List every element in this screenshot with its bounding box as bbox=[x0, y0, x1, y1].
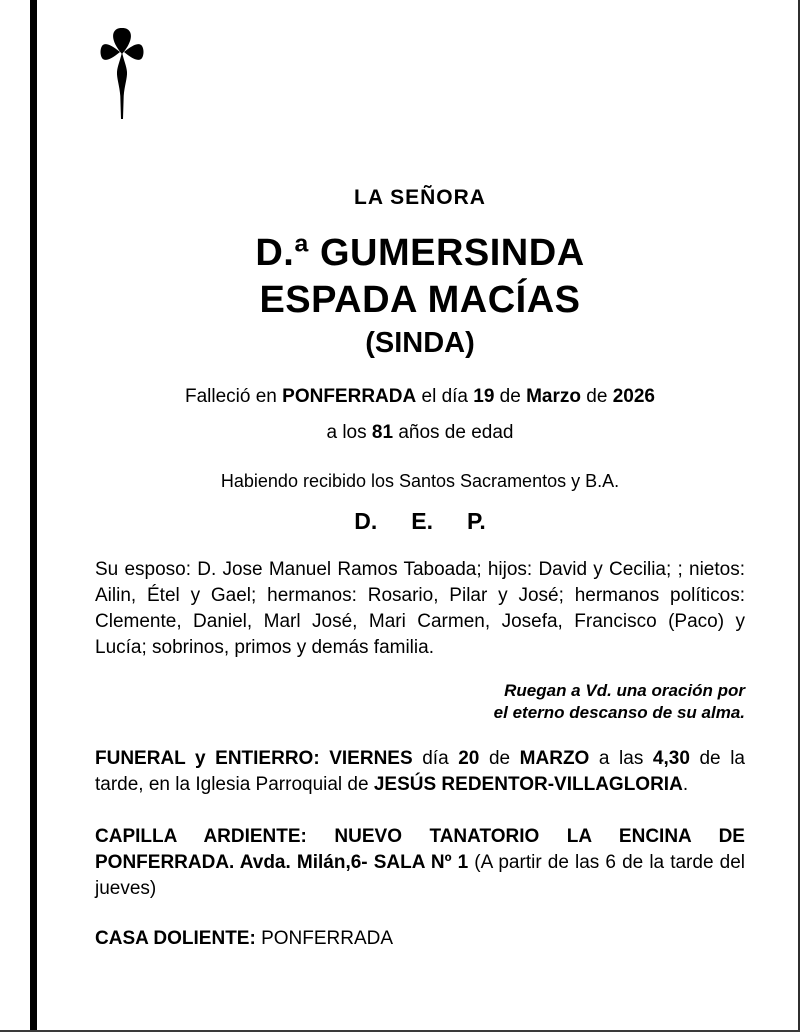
dep-letter-e: E. bbox=[411, 508, 433, 535]
notice-content bbox=[95, 0, 745, 950]
memorial-cross-icon bbox=[99, 28, 145, 120]
left-border-bar bbox=[30, 0, 37, 1032]
prayer-line1: Ruegan a Vd. una oración por bbox=[504, 681, 745, 701]
family-paragraph: Su esposo: D. Jose Manuel Ramos Taboada; hijos: David y Cecilia; ; nietos: Ailin, Étel y Gael; hermanos: Rosario, Pilar y José; hermanos políticos: Clemente, Daniel, Marl José, Mari Carmen, Josefa, Francisco (Paco) y Lucía; sobrinos, primos y demás familia. bbox=[95, 559, 745, 659]
death-place-date-line: Falleció en PONFERRADA el día 19 de Marzo de 2026 bbox=[184, 386, 655, 408]
dep-letter-d: D. bbox=[354, 508, 378, 535]
wake-details: CAPILLA ARDIENTE: NUEVO TANATORIO LA ENCINA DE PONFERRADA. Avda. Milán,6- SALA Nº 1 (A partir de las 6 de la tarde del jueves) bbox=[95, 825, 745, 899]
sacraments-line: Habiendo recibido los Santos Sacramentos y B.A. bbox=[220, 471, 620, 492]
deceased-name-line2: ESPADA MACÍAS bbox=[259, 279, 581, 322]
prayer-line2: el eterno descanso de su alma. bbox=[493, 703, 745, 723]
mourning-house-line: CASA DOLIENTE: PONFERRADA bbox=[95, 927, 394, 949]
prayer-request bbox=[95, 680, 745, 724]
deceased-name bbox=[95, 230, 745, 324]
honorific-title: LA SEÑORA bbox=[354, 186, 486, 209]
deceased-name-line1: D.ª GUMERSINDA bbox=[255, 232, 585, 274]
dep-abbreviation bbox=[95, 508, 745, 535]
funeral-details: FUNERAL y ENTIERRO: VIERNES día 20 de MARZO a las 4,30 de la tarde, en la Iglesia Parroquial de JESÚS REDENTOR-VILLAGLORIA. bbox=[95, 747, 745, 795]
deceased-nickname: (SINDA) bbox=[365, 327, 475, 360]
age-line: a los 81 años de edad bbox=[326, 422, 514, 444]
dep-letter-p: P. bbox=[466, 508, 486, 535]
